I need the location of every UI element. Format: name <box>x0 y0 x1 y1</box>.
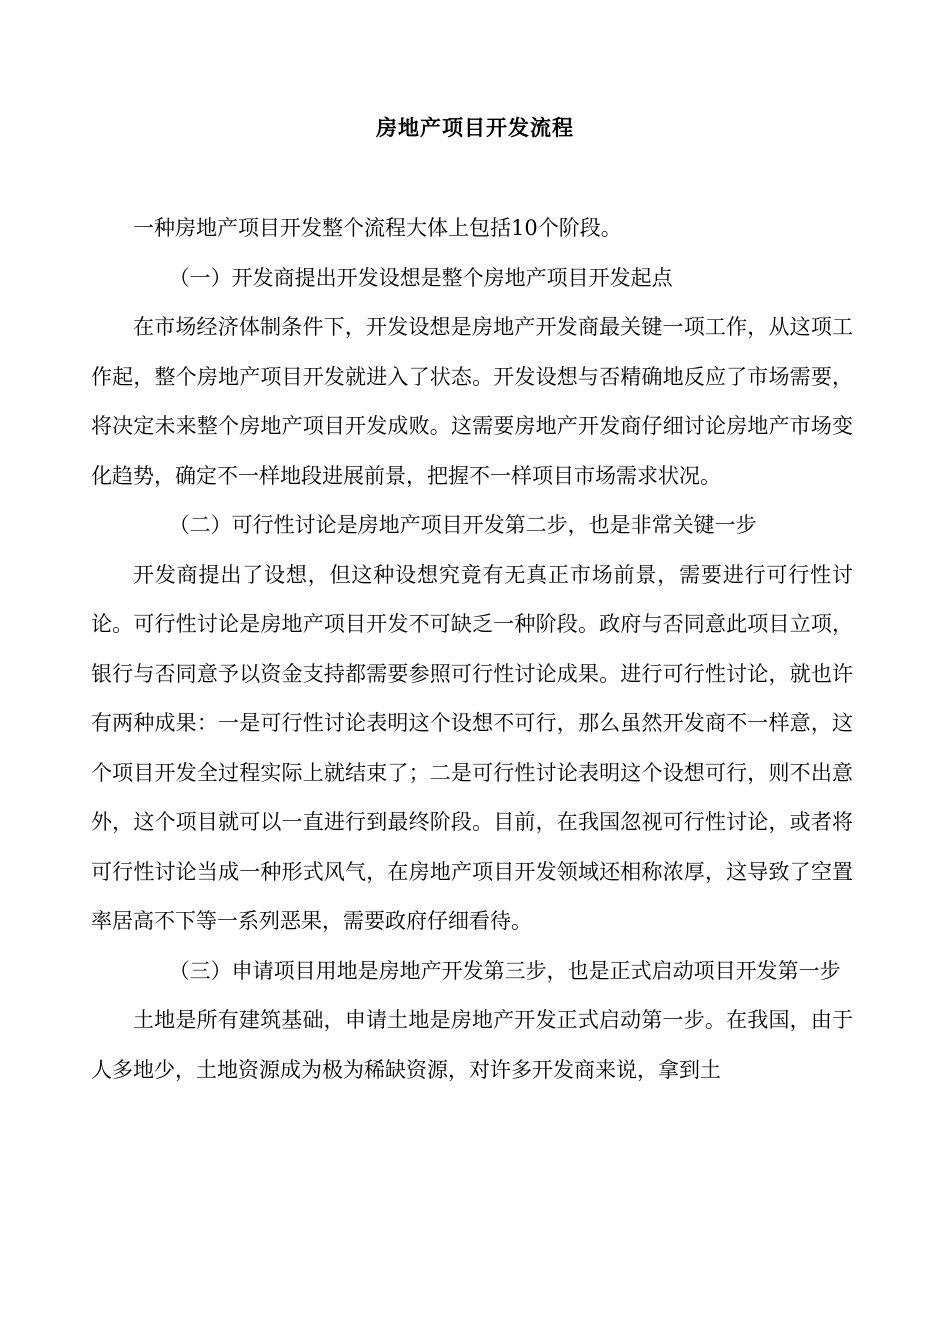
document-body <box>91 204 853 1095</box>
section-heading-2: （二）可行性讨论是房地产项目开发第二步，也是非常关键一步 <box>168 513 757 537</box>
section-paragraph-1: 在市场经济体制条件下，开发设想是房地产开发商最关键一项工作，从这项工作起，整个房地产项目开发就进入了状态。开发设想与否精确地反应了市场需要，将决定未来整个房地产项目开发成败。这需要房地产开发商仔细讨论房地产市场变化趋势，确定不一样地段进展前景，把握不一样项目市场需求状况。 <box>91 315 853 488</box>
document-title: 房地产项目开发流程 <box>376 115 574 140</box>
intro-paragraph: 一种房地产项目开发整个流程大体上包括10个阶段。 <box>133 216 622 240</box>
section-paragraph-3: 土地是所有建筑基础，申请土地是房地产开发正式启动第一步。在我国，由于人多地少，土地资源成为极为稀缺资源，对许多开发商来说，拿到土 <box>91 1008 853 1082</box>
section-paragraph-2: 开发商提出了设想，但这种设想究竟有无真正市场前景，需要进行可行性讨论。可行性讨论是房地产项目开发不可缺乏一种阶段。政府与否同意此项目立项，银行与否同意予以资金支持都需要参照可行性讨论成果。进行可行性讨论，就也许有两种成果：一是可行性讨论表明这个设想不可行，那么虽然开发商不一样意，这个项目开发全过程实际上就结束了；二是可行性讨论表明这个设想可行，则不出意外，这个项目就可以一直进行到最终阶段。目前，在我国忽视可行性讨论，或者将可行性讨论当成一种形式风气，在房地产项目开发领域还相称浓厚，这导致了空置率居高不下等一系列恶果，需要政府仔细看待。 <box>91 562 853 933</box>
section-heading-1: （一）开发商提出开发设想是整个房地产项目开发起点 <box>168 265 673 290</box>
section-heading-3: （三）申请项目用地是房地产开发第三步，也是正式启动项目开发第一步 <box>168 958 841 983</box>
